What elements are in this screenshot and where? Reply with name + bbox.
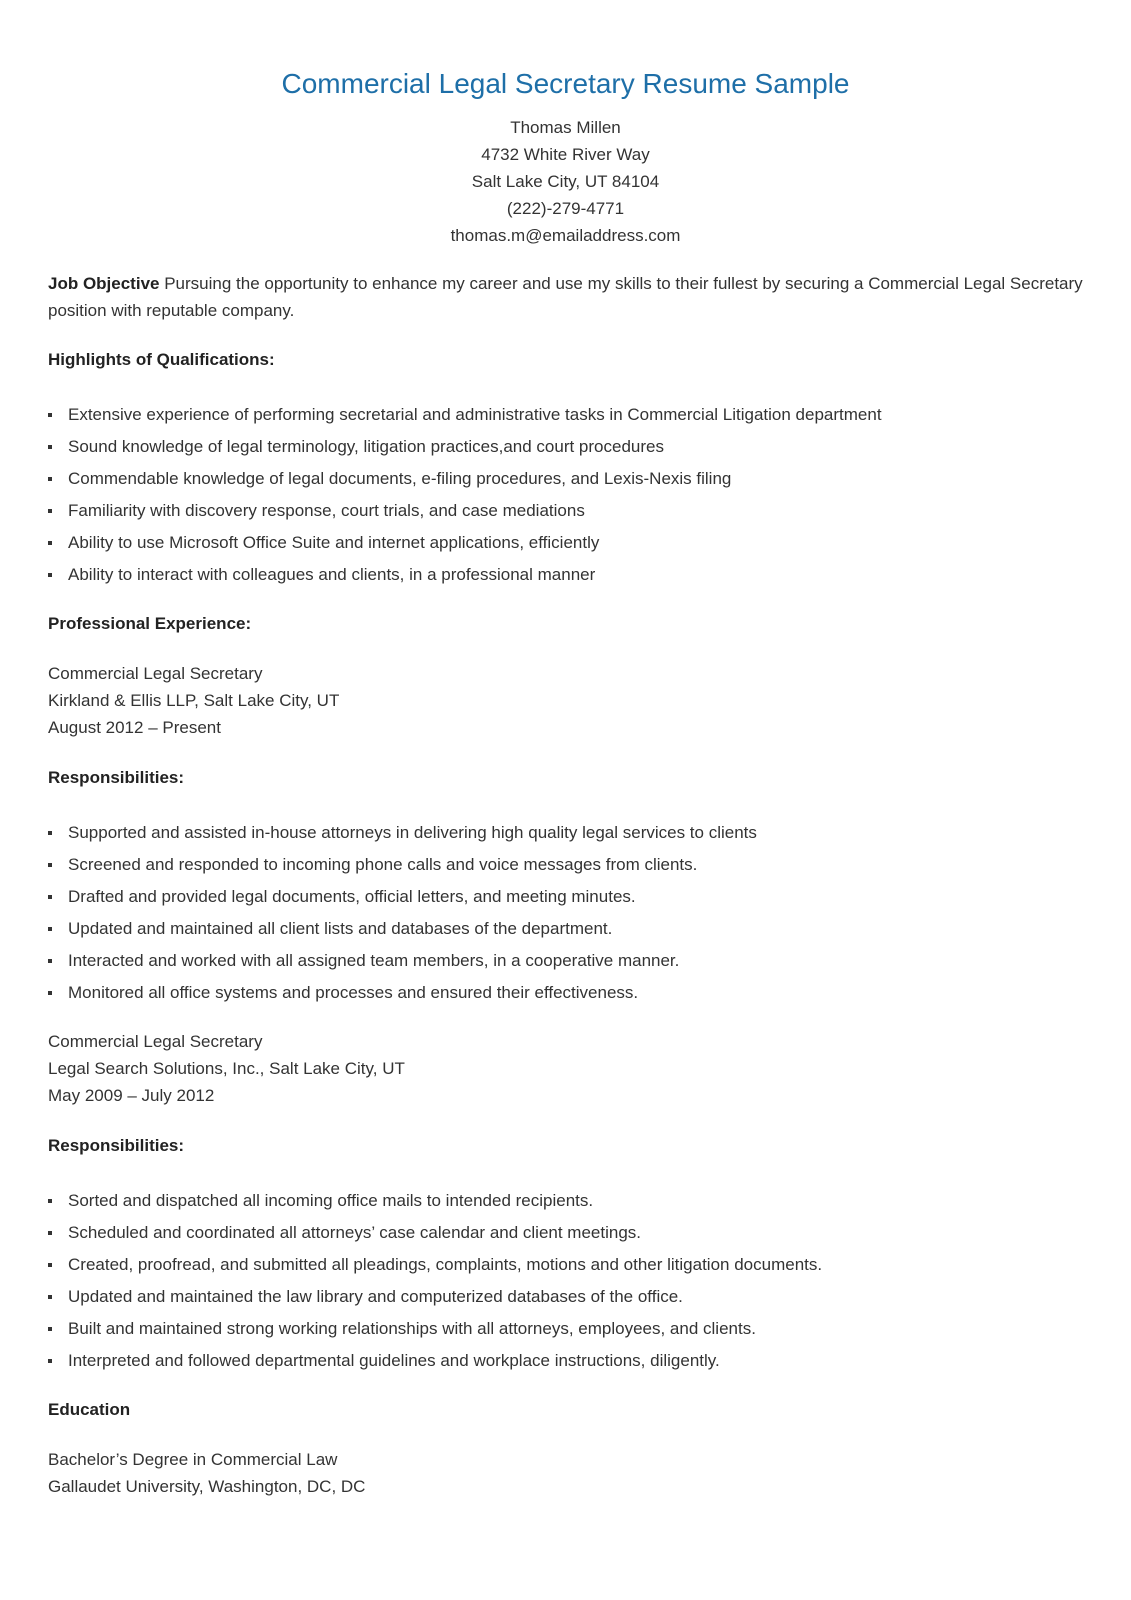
contact-phone: (222)-279-4771 [506, 199, 625, 218]
responsibilities-heading: Responsibilities: [48, 768, 185, 787]
contact-email: thomas.m@emailaddress.com [450, 226, 681, 245]
job-2-info [48, 1028, 405, 1109]
bullet-icon [48, 477, 52, 481]
bullet-icon [48, 1263, 52, 1267]
job-company: Kirkland & Ellis LLP, Salt Lake City, UT [48, 691, 340, 710]
list-item-text: Created, proofread, and submitted all pleadings, complaints, motions and other litigation documents. [68, 1255, 823, 1274]
bullet-icon [48, 541, 52, 545]
list-item [48, 559, 882, 591]
bullet-icon [48, 927, 52, 931]
contact-city: Salt Lake City, UT 84104 [471, 172, 660, 191]
bullet-icon [48, 1295, 52, 1299]
responsibilities-heading: Responsibilities: [48, 1136, 185, 1155]
bullet-icon [48, 991, 52, 995]
list-item [48, 1249, 822, 1281]
list-item-text: Supported and assisted in-house attorneys in delivering high quality legal services to clients [68, 823, 757, 842]
list-item [48, 1185, 822, 1217]
list-item [48, 1281, 822, 1313]
job-company: Legal Search Solutions, Inc., Salt Lake City, UT [48, 1059, 405, 1078]
list-item [48, 495, 882, 527]
list-item-text: Ability to interact with colleagues and clients, in a professional manner [68, 565, 596, 584]
job-objective-label: Job Objective [48, 274, 160, 293]
list-item [48, 977, 757, 1009]
list-item-text: Interacted and worked with all assigned team members, in a cooperative manner. [68, 951, 680, 970]
education-school: Gallaudet University, Washington, DC, DC [48, 1477, 366, 1496]
highlights-list [48, 399, 882, 591]
list-item-text: Monitored all office systems and processes and ensured their effectiveness. [68, 983, 639, 1002]
job-dates: May 2009 – July 2012 [48, 1086, 215, 1105]
list-item [48, 913, 757, 945]
list-item [48, 1345, 822, 1377]
bullet-icon [48, 1199, 52, 1203]
bullet-icon [48, 573, 52, 577]
list-item [48, 527, 882, 559]
list-item-text: Interpreted and followed departmental guidelines and workplace instructions, diligently. [68, 1351, 720, 1370]
bullet-icon [48, 831, 52, 835]
job-title: Commercial Legal Secretary [48, 664, 263, 683]
list-item-text: Updated and maintained the law library and computerized databases of the office. [68, 1287, 683, 1306]
education-heading: Education [48, 1400, 131, 1419]
bullet-icon [48, 895, 52, 899]
job-1-info [48, 660, 339, 741]
list-item-text: Familiarity with discovery response, court trials, and case mediations [68, 501, 585, 520]
list-item [48, 1217, 822, 1249]
contact-address: 4732 White River Way [481, 145, 650, 164]
contact-block [0, 114, 1131, 249]
bullet-icon [48, 863, 52, 867]
list-item-text: Screened and responded to incoming phone calls and voice messages from clients. [68, 855, 698, 874]
list-item-text: Ability to use Microsoft Office Suite and internet applications, efficiently [68, 533, 600, 552]
list-item [48, 431, 882, 463]
job-dates: August 2012 – Present [48, 718, 221, 737]
list-item-text: Drafted and provided legal documents, official letters, and meeting minutes. [68, 887, 636, 906]
list-item [48, 1313, 822, 1345]
bullet-icon [48, 1359, 52, 1363]
list-item [48, 817, 757, 849]
list-item-text: Updated and maintained all client lists and databases of the department. [68, 919, 613, 938]
list-item-text: Scheduled and coordinated all attorneys’ case calendar and client meetings. [68, 1223, 642, 1242]
bullet-icon [48, 509, 52, 513]
list-item-text: Commendable knowledge of legal documents, e-filing procedures, and Lexis-Nexis filing [68, 469, 732, 488]
bullet-icon [48, 959, 52, 963]
page-title: Commercial Legal Secretary Resume Sample [281, 68, 850, 99]
list-item [48, 463, 882, 495]
job-2-responsibilities [48, 1185, 822, 1377]
bullet-icon [48, 413, 52, 417]
job-objective [48, 270, 1088, 324]
list-item-text: Sound knowledge of legal terminology, litigation practices,and court procedures [68, 437, 664, 456]
highlights-heading: Highlights of Qualifications: [48, 350, 275, 369]
list-item-text: Extensive experience of performing secretarial and administrative tasks in Commercial Litigation department [68, 405, 882, 424]
job-title: Commercial Legal Secretary [48, 1032, 263, 1051]
list-item [48, 849, 757, 881]
list-item-text: Sorted and dispatched all incoming office mails to intended recipients. [68, 1191, 594, 1210]
bullet-icon [48, 1327, 52, 1331]
job-objective-text: Pursuing the opportunity to enhance my career and use my skills to their fullest by securing a Commercial Legal Secretary position with reputable company. [48, 274, 1083, 320]
list-item [48, 881, 757, 913]
experience-heading: Professional Experience: [48, 614, 252, 633]
list-item-text: Built and maintained strong working relationships with all attorneys, employees, and clients. [68, 1319, 756, 1338]
bullet-icon [48, 445, 52, 449]
bullet-icon [48, 1231, 52, 1235]
contact-name: Thomas Millen [510, 118, 621, 137]
list-item [48, 399, 882, 431]
job-1-responsibilities [48, 817, 757, 1009]
list-item [48, 945, 757, 977]
education-degree: Bachelor’s Degree in Commercial Law [48, 1450, 338, 1469]
education-info [48, 1446, 365, 1500]
